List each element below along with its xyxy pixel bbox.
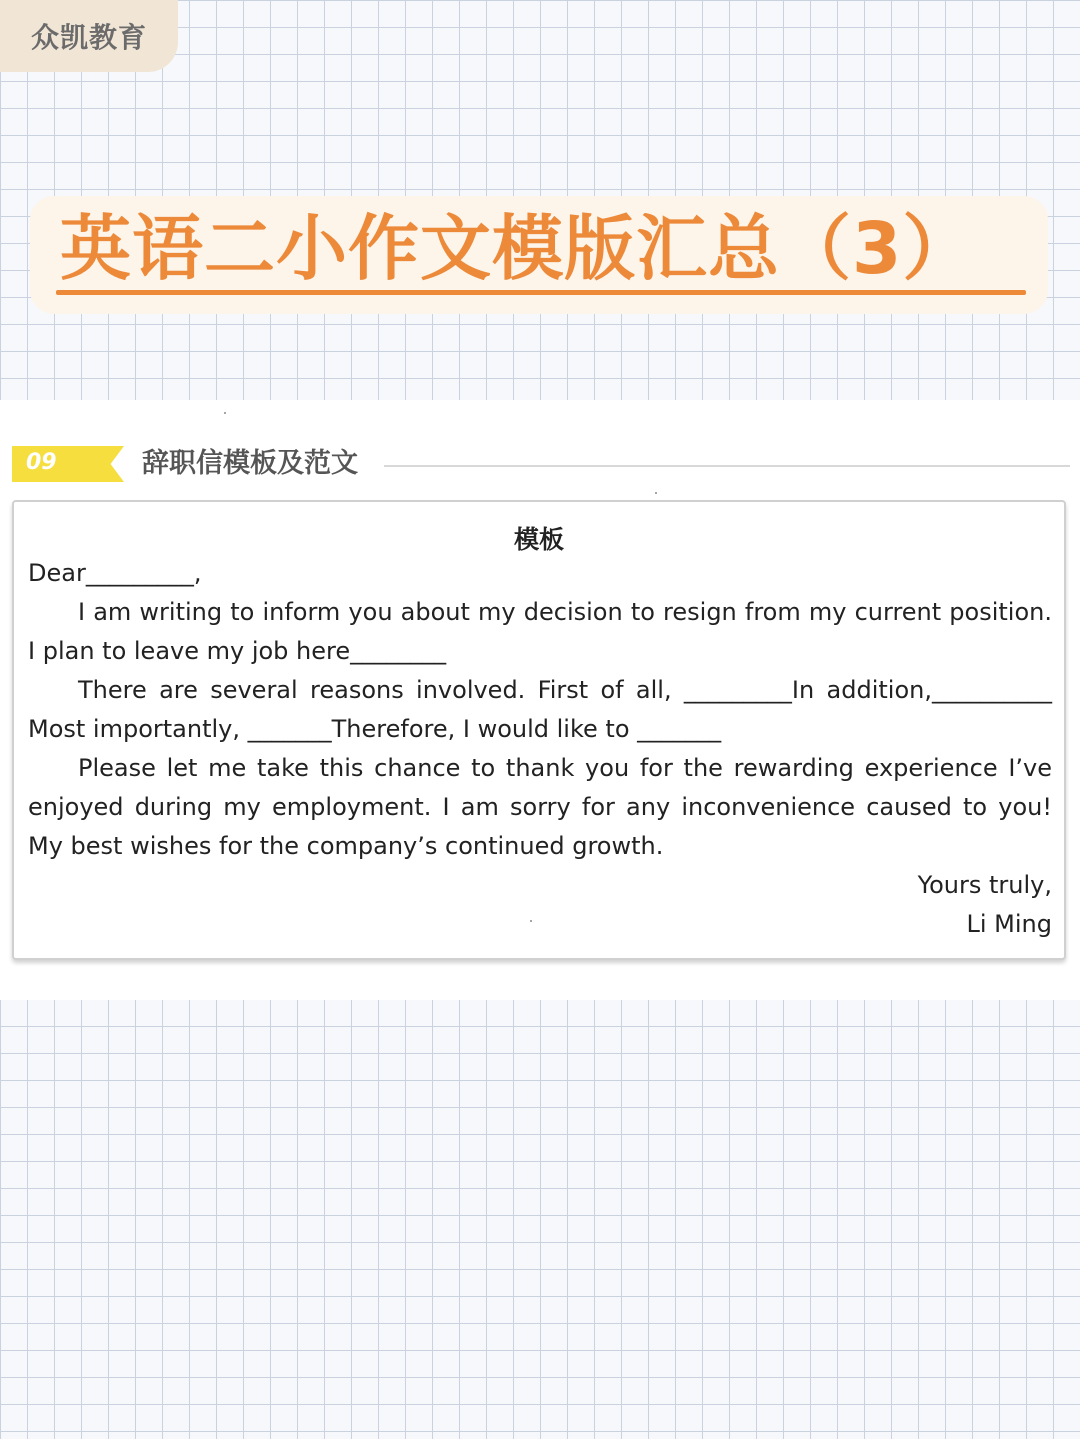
title-underline [56, 290, 1026, 295]
letter-body [28, 554, 1052, 944]
letter-paragraph-3: Please let me take this chance to thank you for the rewarding experience I’ve enjoyed during my employment. I am sorry for any inconvenience caused to you! My best wishes for the company’s continued growth. [28, 754, 1052, 860]
speck [655, 492, 657, 494]
section-divider [384, 465, 1070, 467]
speck [224, 412, 226, 414]
letter-closing: Yours truly, [917, 871, 1052, 899]
letter-signature: Li Ming [966, 910, 1052, 938]
template-heading: 模板 [513, 525, 564, 554]
letter-paragraph-2: There are several reasons involved. First of all, _________In addition,__________ Most importantly, _______Therefore, I would like to _______ [28, 676, 1052, 743]
letter-greeting: Dear_________, [28, 559, 202, 587]
section-title: 辞职信模板及范文 [142, 448, 358, 479]
template-box [12, 500, 1066, 960]
section-number: 09 [26, 450, 57, 475]
letter-paragraph-1: I am writing to inform you about my decision to resign from my current position. I plan to leave my job here________ [28, 598, 1052, 665]
section-header [0, 444, 1080, 484]
page-title: 英语二小作文模版汇总（3） [60, 207, 975, 290]
brand-logo: 众凯教育 [0, 0, 178, 72]
content-panel [0, 400, 1080, 1000]
speck [530, 920, 532, 922]
